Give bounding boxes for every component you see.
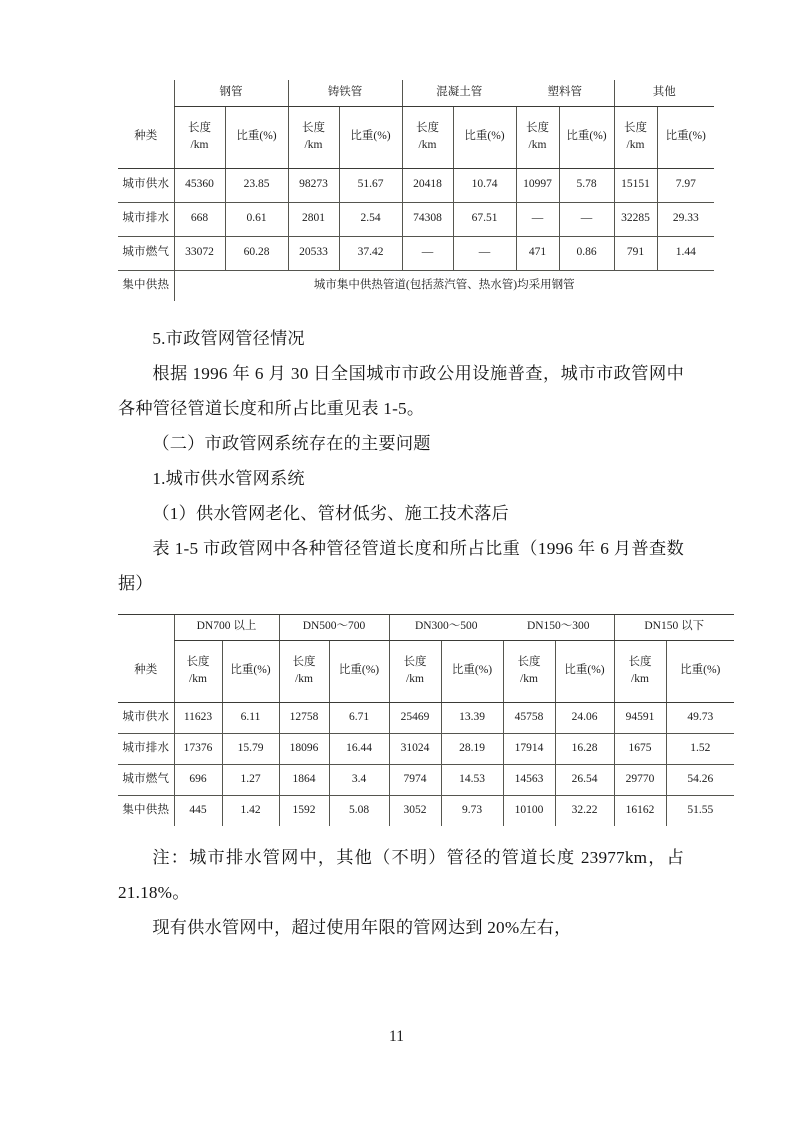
table2-cell: 17376	[174, 733, 222, 764]
table2-cell: 6.71	[329, 702, 389, 733]
table1-group-plastic: 塑料管	[516, 80, 614, 106]
table2-cell: 696	[174, 764, 222, 795]
table1-row-name: 城市燃气	[118, 236, 174, 270]
table2-cell: 12758	[279, 702, 329, 733]
table2-cell: 5.08	[329, 795, 389, 826]
table1-group-concrete: 混凝土管	[402, 80, 516, 106]
table2-cell: 94591	[614, 702, 666, 733]
table2-cell: 26.54	[555, 764, 614, 795]
table1-cell: 0.61	[225, 202, 288, 236]
table-note-drainage: 注：城市排水管网中，其他（不明）管径的管道长度 23977km，占 21.18%。	[118, 847, 684, 902]
table1-group-castiron: 铸铁管	[288, 80, 402, 106]
table2-cell: 16.28	[555, 733, 614, 764]
table2-cell: 28.19	[441, 733, 503, 764]
length-label-line2: /km	[406, 673, 424, 685]
spacer	[118, 826, 684, 840]
table2-cell: 16162	[614, 795, 666, 826]
table-row	[118, 702, 734, 733]
table1-cell: 33072	[174, 236, 225, 270]
table2-group-header-row	[118, 614, 734, 640]
table2-cell: 18096	[279, 733, 329, 764]
table1-corner-spacer	[118, 80, 174, 106]
table2-group-dn150-below: DN150 以下	[614, 614, 734, 640]
table-row	[118, 168, 714, 202]
table2-group-dn700: DN700 以上	[174, 614, 279, 640]
table2-row-name: 城市供水	[118, 702, 174, 733]
table1-merged-note-row	[118, 270, 714, 301]
table2-cell: 16.44	[329, 733, 389, 764]
table1-cell: —	[559, 202, 614, 236]
table1-cell: 10997	[516, 168, 559, 202]
table1-cell: 668	[174, 202, 225, 236]
table1-cell: 51.67	[339, 168, 402, 202]
table2-row-name: 集中供热	[122, 803, 170, 816]
table2-cell: 1.42	[222, 795, 279, 826]
table-1-5-caption: 表 1-5 市政管网中各种管径管道长度和所占比重（1996 年 6 月普查数据）	[118, 538, 684, 593]
table1-subheader-length-2	[288, 106, 339, 168]
table1-cell: 45360	[174, 168, 225, 202]
length-label-line1: 长度	[302, 122, 325, 135]
table1-subheader-share-5: 比重(%)	[657, 106, 714, 168]
spacer	[118, 601, 684, 614]
length-label-line1: 长度	[188, 122, 211, 135]
table2-subheader-share-1: 比重(%)	[222, 640, 279, 702]
length-label-line2: /km	[626, 139, 645, 151]
table2-subheader-share-5: 比重(%)	[666, 640, 734, 702]
pipe-material-table	[118, 80, 714, 301]
table1-subheader-share-4: 比重(%)	[559, 106, 614, 168]
table1-group-header-row	[118, 80, 714, 106]
table2-subheader-share-3: 比重(%)	[441, 640, 503, 702]
table2-subheader-length-5	[614, 640, 666, 702]
table1-subheader-row	[118, 106, 714, 168]
length-label-line2: /km	[190, 139, 209, 151]
table1-subheader-share-2: 比重(%)	[339, 106, 402, 168]
table1-cell: 37.42	[339, 236, 402, 270]
table1-cell: 1.44	[657, 236, 714, 270]
length-label-line1: 长度	[186, 656, 210, 669]
length-label-line2: /km	[189, 673, 207, 685]
table1-row-name: 集中供热	[122, 278, 170, 291]
table2-cell: 51.55	[666, 795, 734, 826]
length-label-line1: 长度	[517, 656, 541, 669]
page-number: 11	[389, 1028, 404, 1045]
table2-cell: 3052	[389, 795, 441, 826]
length-label-line2: /km	[520, 673, 538, 685]
length-label-line1: 长度	[292, 656, 316, 669]
heading-1-1-network-aging: （1）供水管网老化、管材低劣、施工技术落后	[152, 503, 509, 523]
table2-subheader-share-4: 比重(%)	[555, 640, 614, 702]
table1-cell: 20418	[402, 168, 453, 202]
table2-cell: 445	[174, 795, 222, 826]
table1-cell: 5.78	[559, 168, 614, 202]
table1-group-other: 其他	[614, 80, 714, 106]
length-label-line1: 长度	[526, 122, 549, 135]
length-label-line2: /km	[295, 673, 313, 685]
table2-cell: 14.53	[441, 764, 503, 795]
table2-cell: 49.73	[666, 702, 734, 733]
table1-cell: 23.85	[225, 168, 288, 202]
table1-subheader-share-3: 比重(%)	[453, 106, 516, 168]
table1-cell: 2.54	[339, 202, 402, 236]
table1-cell: 471	[516, 236, 559, 270]
table1-group-steel: 钢管	[174, 80, 288, 106]
table2-subheader-share-2: 比重(%)	[329, 640, 389, 702]
page-content	[118, 80, 721, 945]
paragraph-survey-basis: 根据 1996 年 6 月 30 日全国城市市政公用设施普查，城市市政管网中各种管径管道长度和所占比重见表 1-5。	[118, 363, 684, 418]
table1-row-name: 城市排水	[118, 202, 174, 236]
table2-subheader-row	[118, 640, 734, 702]
table2-subheader-length-4	[503, 640, 555, 702]
table-row	[118, 733, 734, 764]
table1-cell: —	[402, 236, 453, 270]
table2-cell: 31024	[389, 733, 441, 764]
table2-cell: 29770	[614, 764, 666, 795]
table-row	[118, 202, 714, 236]
table1-subheader-length-5	[614, 106, 657, 168]
paragraph-network-aging-rate: 现有供水管网中，超过使用年限的管网达到 20%左右，	[152, 917, 572, 937]
table2-cell: 1675	[614, 733, 666, 764]
table2-cell: 1.52	[666, 733, 734, 764]
table2-cell: 17914	[503, 733, 555, 764]
table2-subheader-length-3	[389, 640, 441, 702]
pipe-diameter-table	[118, 614, 734, 826]
table1-subheader-share-1: 比重(%)	[225, 106, 288, 168]
table2-subheader-length-1	[174, 640, 222, 702]
table1-subheader-length-1	[174, 106, 225, 168]
length-label-line1: 长度	[403, 656, 427, 669]
table-row	[118, 236, 714, 270]
heading-5-pipe-diameter: 5.市政管网管径情况	[152, 328, 305, 348]
table2-cell: 1864	[279, 764, 329, 795]
length-label-line1: 长度	[624, 122, 647, 135]
table1-row-name: 城市供水	[118, 168, 174, 202]
table1-subheader-length-4	[516, 106, 559, 168]
table2-cell: 7974	[389, 764, 441, 795]
table2-row-name: 城市燃气	[118, 764, 174, 795]
table1-cell: 791	[614, 236, 657, 270]
table-row	[118, 795, 734, 826]
length-label-line1: 长度	[416, 122, 439, 135]
table1-cell: 29.33	[657, 202, 714, 236]
table2-cell: 9.73	[441, 795, 503, 826]
table2-cell: 10100	[503, 795, 555, 826]
length-label-line2: /km	[304, 139, 323, 151]
length-label-line2: /km	[418, 139, 437, 151]
table2-cell: 54.26	[666, 764, 734, 795]
table1-cell: 98273	[288, 168, 339, 202]
table1-cell: 10.74	[453, 168, 516, 202]
table2-group-dn150-300: DN150～300	[503, 614, 614, 640]
length-label-line2: /km	[631, 673, 649, 685]
table2-cell: 15.79	[222, 733, 279, 764]
table2-cell: 3.4	[329, 764, 389, 795]
table2-cell: 45758	[503, 702, 555, 733]
table1-cell: —	[516, 202, 559, 236]
table2-cell: 1.27	[222, 764, 279, 795]
table2-row-name: 城市排水	[118, 733, 174, 764]
table1-merged-note-text: 城市集中供热管道(包括蒸汽管、热水管)均采用钢管	[174, 270, 714, 301]
table2-subheader-length-2	[279, 640, 329, 702]
table2-group-dn500-700: DN500～700	[279, 614, 389, 640]
table1-cell: 0.86	[559, 236, 614, 270]
table1-cell: 15151	[614, 168, 657, 202]
table1-cell: 20533	[288, 236, 339, 270]
table2-row-header-label: 种类	[118, 640, 174, 702]
table2-cell: 24.06	[555, 702, 614, 733]
spacer	[118, 301, 684, 321]
table1-row-header-label: 种类	[118, 106, 174, 168]
table2-cell: 6.11	[222, 702, 279, 733]
table2-corner-spacer	[118, 614, 174, 640]
table1-cell: 7.97	[657, 168, 714, 202]
table2-cell: 1592	[279, 795, 329, 826]
table1-cell: 60.28	[225, 236, 288, 270]
table1-cell: 32285	[614, 202, 657, 236]
table2-group-dn300-500: DN300～500	[389, 614, 503, 640]
table2-cell: 11623	[174, 702, 222, 733]
table2-cell: 14563	[503, 764, 555, 795]
table1-subheader-length-3	[402, 106, 453, 168]
table1-cell: 74308	[402, 202, 453, 236]
heading-2-main-problems: （二）市政管网系统存在的主要问题	[152, 433, 431, 453]
table2-cell: 32.22	[555, 795, 614, 826]
table2-cell: 13.39	[441, 702, 503, 733]
table1-cell: 2801	[288, 202, 339, 236]
table2-cell: 25469	[389, 702, 441, 733]
table1-cell: —	[453, 236, 516, 270]
table-row	[118, 764, 734, 795]
table1-cell: 67.51	[453, 202, 516, 236]
length-label-line1: 长度	[628, 656, 652, 669]
heading-1-water-supply-network: 1.城市供水管网系统	[152, 468, 305, 488]
length-label-line2: /km	[528, 139, 547, 151]
